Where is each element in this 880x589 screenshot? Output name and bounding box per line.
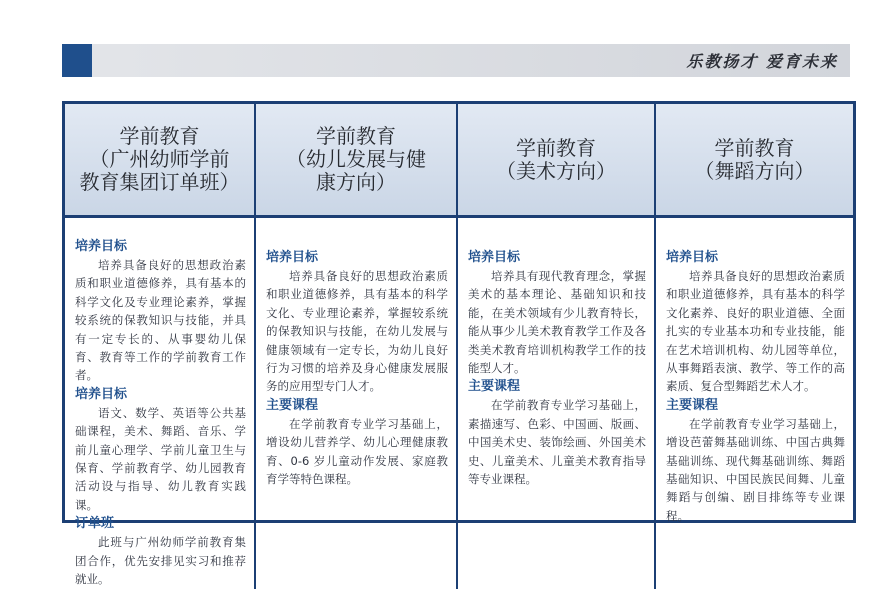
- slogan: 乐教扬才 爱育未来: [686, 52, 838, 71]
- header-text: 学前教育 （广州幼师学前 教育集团订单班）: [79, 124, 240, 194]
- column-body-dance: [656, 218, 853, 589]
- program-table: [62, 101, 856, 587]
- section-text: 培养具备良好的思想政治素质和职业道德修养，具有基本的科学文化、专业理论素养，掌握较系统的保教知识与技能，在幼儿发展与健康领域有一定专长，为幼儿良好行为习惯的培养及身心健康发展服务的应用型专门人才。: [266, 269, 448, 394]
- column-header-order-class: [65, 104, 256, 218]
- section-title: 主要课程: [266, 397, 319, 413]
- header-text: 学前教育 （舞蹈方向）: [694, 135, 815, 183]
- section-title: 主要课程: [666, 397, 719, 413]
- section-title: 培养目标: [266, 250, 319, 265]
- section-title: 培养目标: [666, 250, 719, 265]
- section-title: 主要课程: [468, 379, 521, 395]
- section-text: 语文、数学、英语等公共基础课程，美术、舞蹈、音乐、学前儿童心理学、学前儿童卫生与保育、学前教育学、幼儿园教育活动设与指导、幼儿教育实践课。: [75, 405, 246, 512]
- header-text: 学前教育 （幼儿发展与健 康方向）: [286, 124, 426, 194]
- column-header-dance: [656, 104, 853, 218]
- column-header-child-health: [256, 104, 458, 218]
- accent-square: [62, 44, 92, 77]
- column-body-order-class: [65, 218, 256, 589]
- section-text: 在学前教育专业学习基础上，素描速写、色彩、中国画、版画、中国美术史、装饰绘画、外国美术史、儿童美术、儿童美术教育指导等专业课程。: [468, 398, 646, 487]
- column-header-art: [458, 104, 656, 218]
- header-text: 学前教育 （美术方向）: [496, 135, 616, 183]
- section-title: 订单班: [75, 516, 115, 532]
- section-text: 此班与广州幼师学前教育集团合作，优先安排见实习和推荐就业。: [75, 535, 246, 587]
- section-title: 培养目标: [75, 239, 128, 254]
- header-band: [62, 44, 850, 77]
- section-title: 培养目标: [75, 386, 128, 402]
- column-body-art: [458, 218, 656, 589]
- section-text: 培养具有现代教育理念，掌握美术的基本理论、基础知识和技能，在美术领域有少儿教育特长，能从事少儿美术教育教学工作及各类美术教育培训机构教学工作的技能型人才。: [468, 269, 646, 376]
- section-text: 在学前教育专业学习基础上，增设幼儿营养学、幼儿心理健康教育、0-6 岁儿童动作发展、家庭教育学等特色课程。: [266, 416, 448, 487]
- section-text: 在学前教育专业学习基础上，增设芭蕾舞基础训练、中国古典舞基础训练、现代舞基础训练、舞蹈基础知识、中国民族民间舞、儿童舞蹈与创编、剧目排练等专业课程。: [666, 416, 845, 523]
- column-body-child-health: [256, 218, 458, 589]
- section-text: 培养具备良好的思想政治素质和职业道德修养，具有基本的科学文化素养、良好的职业道德、全面扎实的专业基本功和专业技能，能在艺术培训机构、幼儿园等单位，从事舞蹈表演、教学、等工作的高素质、复合型舞蹈艺术人才。: [666, 269, 845, 394]
- section-title: 培养目标: [468, 250, 521, 265]
- section-text: 培养具备良好的思想政治素质和职业道德修养，具有基本的科学文化及专业理论素养，掌握较系统的保教知识与技能，并具有一定专长的、从事婴幼儿保育、教育等工作的学前教育工作者。: [75, 258, 246, 383]
